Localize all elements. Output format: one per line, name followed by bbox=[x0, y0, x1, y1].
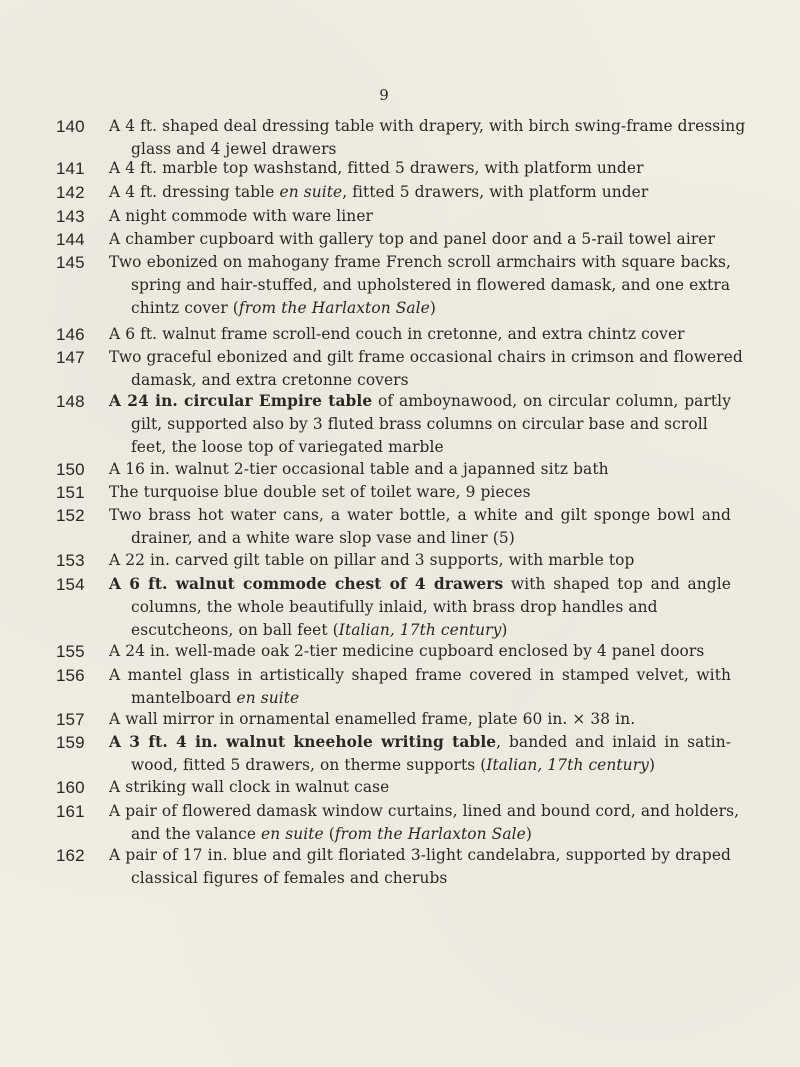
lot-description-line: A mantel glass in artistically shaped frame covered in stamped velvet, with bbox=[109, 666, 731, 684]
lot-number: 142 bbox=[56, 183, 85, 202]
lot-description-line: A 3 ft. 4 in. walnut kneehole writing table, banded and inlaid in satin- bbox=[109, 733, 732, 751]
lot-entry bbox=[0, 181, 731, 204]
lot-description-line: The turquoise blue double set of toilet ware, 9 pieces bbox=[109, 483, 531, 501]
lot-description bbox=[109, 390, 731, 459]
lot-entry bbox=[0, 458, 731, 481]
lot-entry bbox=[0, 481, 731, 504]
lot-number: 161 bbox=[56, 802, 85, 821]
lot-description-line: A night commode with ware liner bbox=[109, 207, 373, 225]
lot-description bbox=[109, 228, 731, 251]
lot-description-line: A 24 in. well-made oak 2-tier medicine cupboard enclosed by 4 panel doors bbox=[109, 642, 705, 660]
lot-description-line: A 16 in. walnut 2-tier occasional table and a japanned sitz bath bbox=[109, 460, 609, 478]
lot-description-line: and the valance en suite (from the Harlaxton Sale) bbox=[131, 825, 532, 843]
lot-description-line: A 22 in. carved gilt table on pillar and 3 supports, with marble top bbox=[109, 551, 635, 569]
lot-description-line: Two brass hot water cans, a water bottle, a white and gilt sponge bowl and bbox=[109, 506, 731, 524]
lot-entry bbox=[0, 346, 743, 392]
lot-number: 160 bbox=[56, 778, 85, 797]
lot-description bbox=[109, 800, 740, 846]
lot-number: 154 bbox=[56, 575, 85, 594]
lot-description bbox=[109, 323, 731, 346]
lot-description-line: chintz cover (from the Harlaxton Sale) bbox=[131, 299, 436, 317]
lot-description bbox=[109, 504, 731, 550]
lot-number: 151 bbox=[56, 483, 85, 502]
lot-entry bbox=[0, 800, 740, 846]
lot-description-line: Two graceful ebonized and gilt frame occasional chairs in crimson and flowered bbox=[109, 348, 743, 366]
lot-number: 143 bbox=[56, 207, 85, 226]
lot-description-line: classical figures of females and cherubs bbox=[131, 869, 448, 887]
lot-description bbox=[109, 776, 731, 799]
lot-description-line: A 24 in. circular Empire table of amboynawood, on circular column, partly bbox=[109, 392, 732, 410]
lot-description bbox=[109, 844, 731, 890]
lot-description-line: glass and 4 jewel drawers bbox=[131, 140, 337, 158]
lot-number: 147 bbox=[56, 348, 85, 367]
lot-entry bbox=[0, 549, 731, 572]
lot-description-line: mantelboard en suite bbox=[131, 689, 300, 707]
lot-number: 157 bbox=[56, 710, 85, 729]
lot-number: 159 bbox=[56, 733, 85, 752]
lot-entry bbox=[0, 228, 731, 251]
lot-description bbox=[109, 346, 743, 392]
lot-entry bbox=[0, 504, 731, 550]
lot-description-line: drainer, and a white ware slop vase and liner (5) bbox=[131, 529, 515, 547]
lot-entry bbox=[0, 157, 731, 180]
lot-description-line: A wall mirror in ornamental enamelled frame, plate 60 in. × 38 in. bbox=[109, 710, 636, 728]
lot-description bbox=[109, 640, 731, 663]
lot-description bbox=[109, 664, 731, 710]
lot-entry bbox=[0, 731, 731, 777]
lot-number: 152 bbox=[56, 506, 85, 525]
lot-entry bbox=[0, 323, 731, 346]
lot-entry bbox=[0, 205, 731, 228]
lot-description-line: Two ebonized on mahogany frame French scroll armchairs with square backs, bbox=[109, 253, 731, 271]
lot-number: 148 bbox=[56, 392, 85, 411]
lot-entry bbox=[0, 573, 731, 642]
lot-description-line: A pair of 17 in. blue and gilt floriated 3-light candelabra, supported by draped bbox=[109, 846, 731, 864]
lot-entry bbox=[0, 664, 731, 710]
lot-number: 156 bbox=[56, 666, 85, 685]
lot-description-line: A 4 ft. dressing table en suite, fitted 5 drawers, with platform under bbox=[109, 183, 649, 201]
lot-description-line: A pair of flowered damask window curtains, lined and bound cord, and holders, bbox=[109, 802, 740, 820]
lot-number: 145 bbox=[56, 253, 85, 272]
lot-description bbox=[109, 157, 731, 180]
lot-description bbox=[109, 181, 731, 204]
lot-number: 146 bbox=[56, 325, 85, 344]
lot-description-line: A striking wall clock in walnut case bbox=[109, 778, 390, 796]
lot-description bbox=[109, 708, 731, 731]
lot-description-line: A 4 ft. shaped deal dressing table with drapery, with birch swing-frame dressing bbox=[109, 117, 746, 135]
lot-number: 144 bbox=[56, 230, 85, 249]
lot-number: 141 bbox=[56, 159, 85, 178]
lot-description-line: A 6 ft. walnut frame scroll-end couch in cretonne, and extra chintz cover bbox=[109, 325, 685, 343]
lot-description-line: columns, the whole beautifully inlaid, with brass drop handles and bbox=[131, 598, 658, 616]
lot-entry bbox=[0, 776, 731, 799]
lot-description-line: escutcheons, on ball feet (Italian, 17th century) bbox=[131, 621, 508, 639]
lot-description-line: spring and hair-stuffed, and upholstered in flowered damask, and one extra bbox=[131, 276, 731, 294]
lot-number: 153 bbox=[56, 551, 85, 570]
lot-description bbox=[109, 731, 731, 777]
lot-number: 150 bbox=[56, 460, 85, 479]
lot-description bbox=[109, 115, 746, 161]
lot-entry bbox=[0, 640, 731, 663]
lot-entry bbox=[0, 844, 731, 890]
lot-entry bbox=[0, 251, 731, 320]
lot-description-line: A 4 ft. marble top washstand, fitted 5 drawers, with platform under bbox=[109, 159, 644, 177]
lot-description bbox=[109, 481, 731, 504]
lot-entry bbox=[0, 390, 731, 459]
lot-description bbox=[109, 205, 731, 228]
page-number: 9 bbox=[379, 86, 389, 104]
lot-number: 140 bbox=[56, 117, 85, 136]
lot-description bbox=[109, 251, 731, 320]
lot-description-line: A 6 ft. walnut commode chest of 4 drawers with shaped top and angle bbox=[109, 575, 731, 593]
lot-description-line: wood, fitted 5 drawers, on therme supports (Italian, 17th century) bbox=[131, 756, 656, 774]
lot-entry bbox=[0, 708, 731, 731]
lot-description bbox=[109, 573, 731, 642]
lot-description bbox=[109, 549, 731, 572]
lot-number: 162 bbox=[56, 846, 85, 865]
lot-entry bbox=[0, 115, 746, 161]
lot-number: 155 bbox=[56, 642, 85, 661]
lot-description bbox=[109, 458, 731, 481]
lot-description-line: feet, the loose top of variegated marble bbox=[131, 438, 444, 456]
lot-description-line: A chamber cupboard with gallery top and panel door and a 5-rail towel airer bbox=[109, 230, 715, 248]
lot-description-line: gilt, supported also by 3 fluted brass columns on circular base and scroll bbox=[131, 415, 708, 433]
lot-description-line: damask, and extra cretonne covers bbox=[131, 371, 409, 389]
